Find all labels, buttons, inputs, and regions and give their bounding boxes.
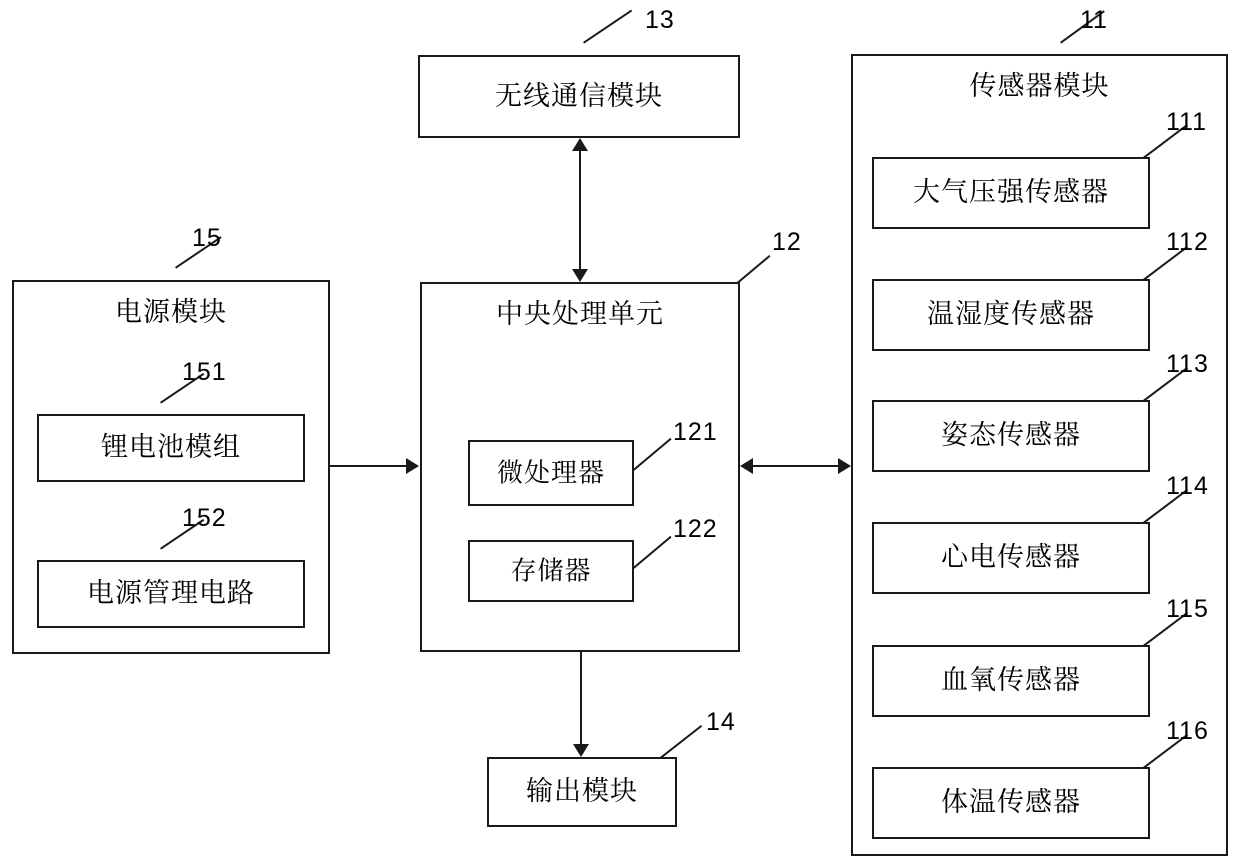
block-power-management-circuit [37,560,305,628]
block-wireless-module-label: 无线通信模块 [495,80,663,111]
connector-power-cpu-arrow [406,458,419,474]
block-sensor-temp-humidity-label: 温湿度传感器 [927,299,1095,330]
connector-cpu-wireless [579,150,581,272]
tag-13: 13 [645,6,675,34]
block-sensor-temp-humidity [872,279,1150,351]
block-sensor-module-label: 传感器模块 [969,71,1110,101]
tag-152: 152 [182,504,227,532]
tag-121: 121 [673,418,718,446]
block-power-module-label: 电源模块 [115,297,227,327]
tag-116: 116 [1166,717,1209,745]
connector-power-cpu [330,465,408,467]
leader-14 [660,725,702,759]
block-sensor-body-temperature [872,767,1150,839]
block-battery-pack [37,414,305,482]
tag-115: 115 [1166,595,1209,623]
connector-cpu-sensor [752,465,840,467]
connector-cpu-wireless-arrow-down [572,269,588,282]
tag-11: 11 [1080,6,1108,34]
tag-122: 122 [673,515,718,543]
connector-cpu-sensor-arrow-left [740,458,753,474]
connector-cpu-output [580,652,582,745]
block-cpu-label: 中央处理单元 [496,299,664,329]
block-sensor-attitude-label: 姿态传感器 [941,420,1081,451]
block-sensor-body-temperature-label: 体温传感器 [941,787,1081,818]
block-microprocessor [468,440,634,506]
block-sensor-spo2-label: 血氧传感器 [941,665,1081,696]
tag-114: 114 [1166,472,1209,500]
block-power-management-circuit-label: 电源管理电路 [87,578,255,609]
block-sensor-spo2 [872,645,1150,717]
block-memory [468,540,634,602]
block-output-module [487,757,677,827]
tag-112: 112 [1166,228,1209,256]
block-sensor-air-pressure [872,157,1150,229]
tag-111: 111 [1166,108,1208,136]
leader-13 [583,10,632,44]
connector-cpu-wireless-arrow-up [572,138,588,151]
block-wireless-module [418,55,740,138]
tag-151: 151 [182,358,227,386]
block-battery-pack-label: 锂电池模组 [101,432,241,463]
connector-cpu-sensor-arrow-right [838,458,851,474]
block-sensor-ecg [872,522,1150,594]
tag-14: 14 [706,708,736,736]
block-sensor-attitude [872,400,1150,472]
block-memory-label: 存储器 [510,555,592,586]
tag-12: 12 [772,228,802,256]
block-sensor-ecg-label: 心电传感器 [941,542,1081,573]
block-sensor-air-pressure-label: 大气压强传感器 [913,177,1109,208]
connector-cpu-output-arrow [573,744,589,757]
block-output-module-label: 输出模块 [526,776,638,807]
block-microprocessor-label: 微处理器 [496,457,605,488]
tag-113: 113 [1166,350,1209,378]
leader-12 [737,255,770,284]
tag-15: 15 [192,224,222,252]
